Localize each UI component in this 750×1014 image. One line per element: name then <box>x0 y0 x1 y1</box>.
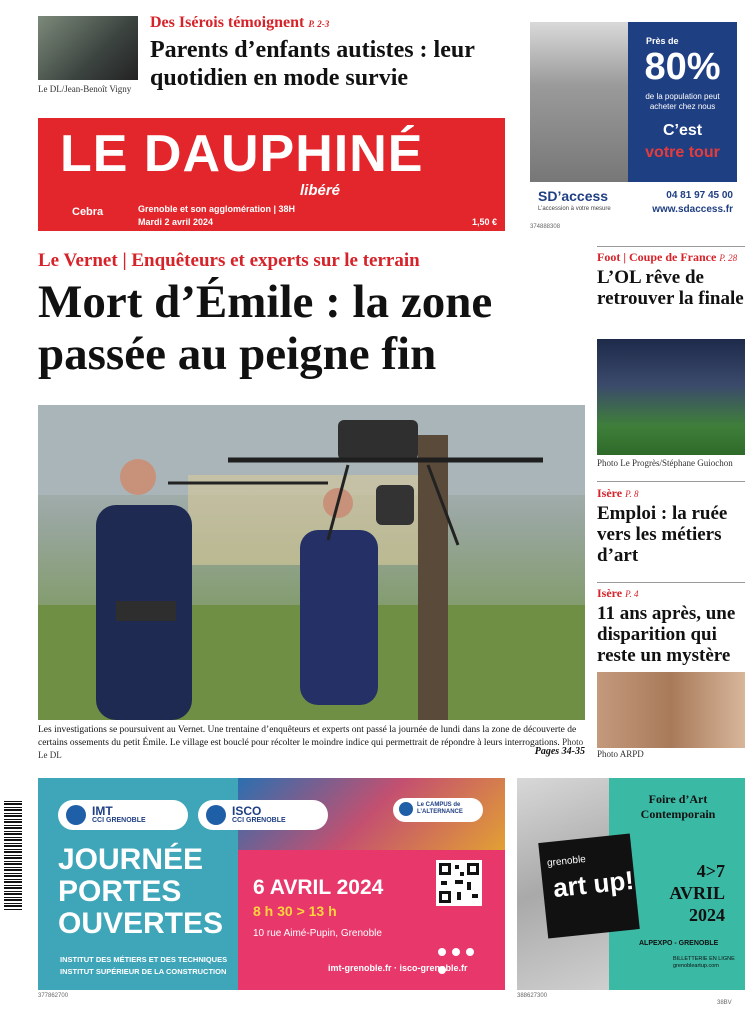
ad-sdaccess-panel <box>628 22 737 182</box>
sidebar-section: Isère <box>597 486 623 500</box>
sidebar-page: P. 28 <box>719 253 738 263</box>
sidebar-photo-credit: Photo Le Progrès/Stéphane Guiochon <box>597 458 733 468</box>
ad-art-dates-year: 2024 <box>689 905 725 925</box>
issue-price: 1,50 € <box>471 217 497 227</box>
sidebar-subsection: Coupe de France <box>628 250 717 264</box>
main-pages-ref[interactable]: Pages 34-35 <box>534 746 585 757</box>
ad-imt-websites[interactable]: imt-grenoble.fr · isco-grenoble.fr <box>328 963 468 973</box>
social-icons <box>438 943 484 953</box>
main-photo-illustration <box>38 405 585 720</box>
ad-sdaccess-brand: SD’access <box>538 188 609 204</box>
isco-logo-icon <box>206 805 226 825</box>
ad-sdaccess-tagline: L’accession à votre mesure <box>538 206 611 212</box>
main-photo-drone[interactable] <box>38 405 585 720</box>
sidebar-photo-football <box>597 339 745 455</box>
ad-art-dates-days: 4>7 <box>696 861 725 881</box>
ad-art-ticketing[interactable]: BILLETTERIE EN LIGNE grenobleartup.com <box>673 956 735 969</box>
campus-logo-icon <box>399 802 413 816</box>
linkedin-icon[interactable] <box>452 948 460 956</box>
sidebar-page: P. 8 <box>625 489 639 499</box>
ad-art-title: Foire d’Art Contemporain <box>640 792 716 821</box>
ad-imt-address: 10 rue Aimé-Pupin, Grenoble <box>253 928 382 939</box>
sidebar-divider <box>597 582 745 583</box>
sidebar-photo-credit: Photo ARPD <box>597 749 644 759</box>
ad-art-dates <box>625 860 745 926</box>
ad-grenoble-art-up[interactable] <box>517 778 745 990</box>
ad-sdaccess-phone: 04 81 97 45 00 <box>666 190 733 201</box>
sidebar-page: P. 4 <box>625 589 639 599</box>
teaser-headline[interactable]: Parents d’enfants autistes : leur quotidien en mode survie <box>150 37 475 91</box>
ad-art-brand-small: grenoble <box>546 853 587 870</box>
masthead-subtitle: libéré <box>300 182 341 199</box>
ad-art-venue: ALPEXPO - GRENOBLE <box>639 940 719 947</box>
ad-imt-institute-2: INSTITUT SUPÉRIEUR DE LA CONSTRUCTION <box>60 967 227 976</box>
sidebar-kicker <box>597 250 747 265</box>
youtube-icon[interactable] <box>466 948 474 956</box>
sidebar-item-foot[interactable] <box>597 250 747 309</box>
imt-logo-name: IMT <box>92 804 113 818</box>
ad-sdaccess-website[interactable]: www.sdaccess.fr <box>652 204 733 215</box>
imt-logo-icon <box>66 805 86 825</box>
ad-art-dates-month: AVRIL <box>669 883 725 903</box>
ad-imt-hours: 8 h 30 > 13 h <box>253 903 337 919</box>
ad-sdaccess[interactable] <box>530 22 737 222</box>
masthead[interactable] <box>38 118 505 231</box>
edition-code: 38BV <box>717 1000 732 1006</box>
masthead-title: LE DAUPHINÉ <box>60 125 424 183</box>
main-kicker[interactable] <box>38 250 420 272</box>
isco-logo-name: ISCO <box>232 804 262 818</box>
imt-logo-sub: CCI GRENOBLE <box>92 817 146 824</box>
facebook-icon[interactable] <box>438 948 446 956</box>
isco-logo-sub: CCI GRENOBLE <box>232 817 286 824</box>
teaser-photo <box>38 16 138 80</box>
ad-campus-logo <box>393 798 483 822</box>
sidebar-kicker-separator: | <box>623 250 626 264</box>
caption-text: Les investigations se poursuivent au Vernet. Une trentaine d’enquêteurs et experts ont passé la journée de lundi dans la zone de découverte de certains ossements du petit Émile. Le village est bouclé pour récolter le moindre indice qui permettrait de répondre à leurs interrogations. <box>38 725 577 748</box>
barcode <box>4 800 22 910</box>
sidebar-divider <box>597 481 745 482</box>
sidebar-headline: L’OL rêve de retrouver la finale <box>597 267 744 309</box>
caption-credit: Photo Le DL <box>38 737 584 760</box>
ad-art-ref: 388627300 <box>517 993 548 999</box>
qr-code-icon[interactable] <box>436 860 482 906</box>
sidebar-kicker <box>597 586 747 601</box>
ad-art-brand-big: art up! <box>551 864 636 904</box>
photo-caption <box>38 724 585 762</box>
ad-isco-logo <box>198 800 328 830</box>
ad-imt-isco[interactable] <box>38 778 505 990</box>
main-location: Le Vernet <box>38 250 118 271</box>
ad-sdaccess-cta1: C’est <box>662 122 703 139</box>
edition-label: Grenoble et son agglomération | 38H <box>138 204 296 214</box>
sidebar-section: Isère <box>597 586 623 600</box>
main-kicker-text: Enquêteurs et experts sur le terrain <box>131 250 420 271</box>
sidebar-item-metiers-art[interactable] <box>597 486 747 566</box>
partner-logo: Cebra <box>72 206 104 218</box>
ad-imt-ref: 377862700 <box>38 993 69 999</box>
main-headline[interactable]: Mort d’Émile : la zone passée au peigne fin <box>38 276 493 380</box>
teaser-kicker-page: P. 2-3 <box>308 19 330 29</box>
teaser-photo-credit: Le DL/Jean-Benoît Vigny <box>38 84 132 94</box>
ad-sdaccess-cta2: votre tour <box>645 144 720 161</box>
sidebar-photo-portraits <box>597 672 745 748</box>
ad-sdaccess-percent: 80% <box>644 46 721 88</box>
sidebar-item-disparition[interactable] <box>597 586 747 666</box>
sidebar-headline: 11 ans après, une disparition qui reste un mystère <box>597 603 736 666</box>
sidebar-divider <box>597 246 745 247</box>
ad-imt-headline: JOURNÉE PORTES OUVERTES <box>58 843 224 940</box>
ad-imt-logo <box>58 800 188 830</box>
teaser-kicker-text: Des Isérois témoignent <box>150 14 305 31</box>
teaser-kicker[interactable] <box>150 14 329 32</box>
sidebar-headline: Emploi : la ruée vers les métiers d’art <box>597 503 728 566</box>
ad-sdaccess-pre: Près de <box>646 36 679 46</box>
ad-imt-institute-1: INSTITUT DES MÉTIERS ET DES TECHNIQUES <box>60 955 228 964</box>
sidebar-kicker <box>597 486 747 501</box>
campus-logo-text: Le CAMPUS de L’ALTERNANCE <box>417 802 463 815</box>
ad-sdaccess-desc: de la population peut acheter chez nous <box>645 92 720 111</box>
ad-imt-date: 6 AVRIL 2024 <box>253 876 384 899</box>
main-kicker-separator: | <box>122 250 127 271</box>
ad-sdaccess-photos <box>530 22 628 182</box>
qr-code-graphic <box>436 860 482 906</box>
sidebar-section: Foot <box>597 250 621 264</box>
issue-date: Mardi 2 avril 2024 <box>138 217 214 227</box>
ad-sdaccess-ref: 374888308 <box>530 224 561 230</box>
